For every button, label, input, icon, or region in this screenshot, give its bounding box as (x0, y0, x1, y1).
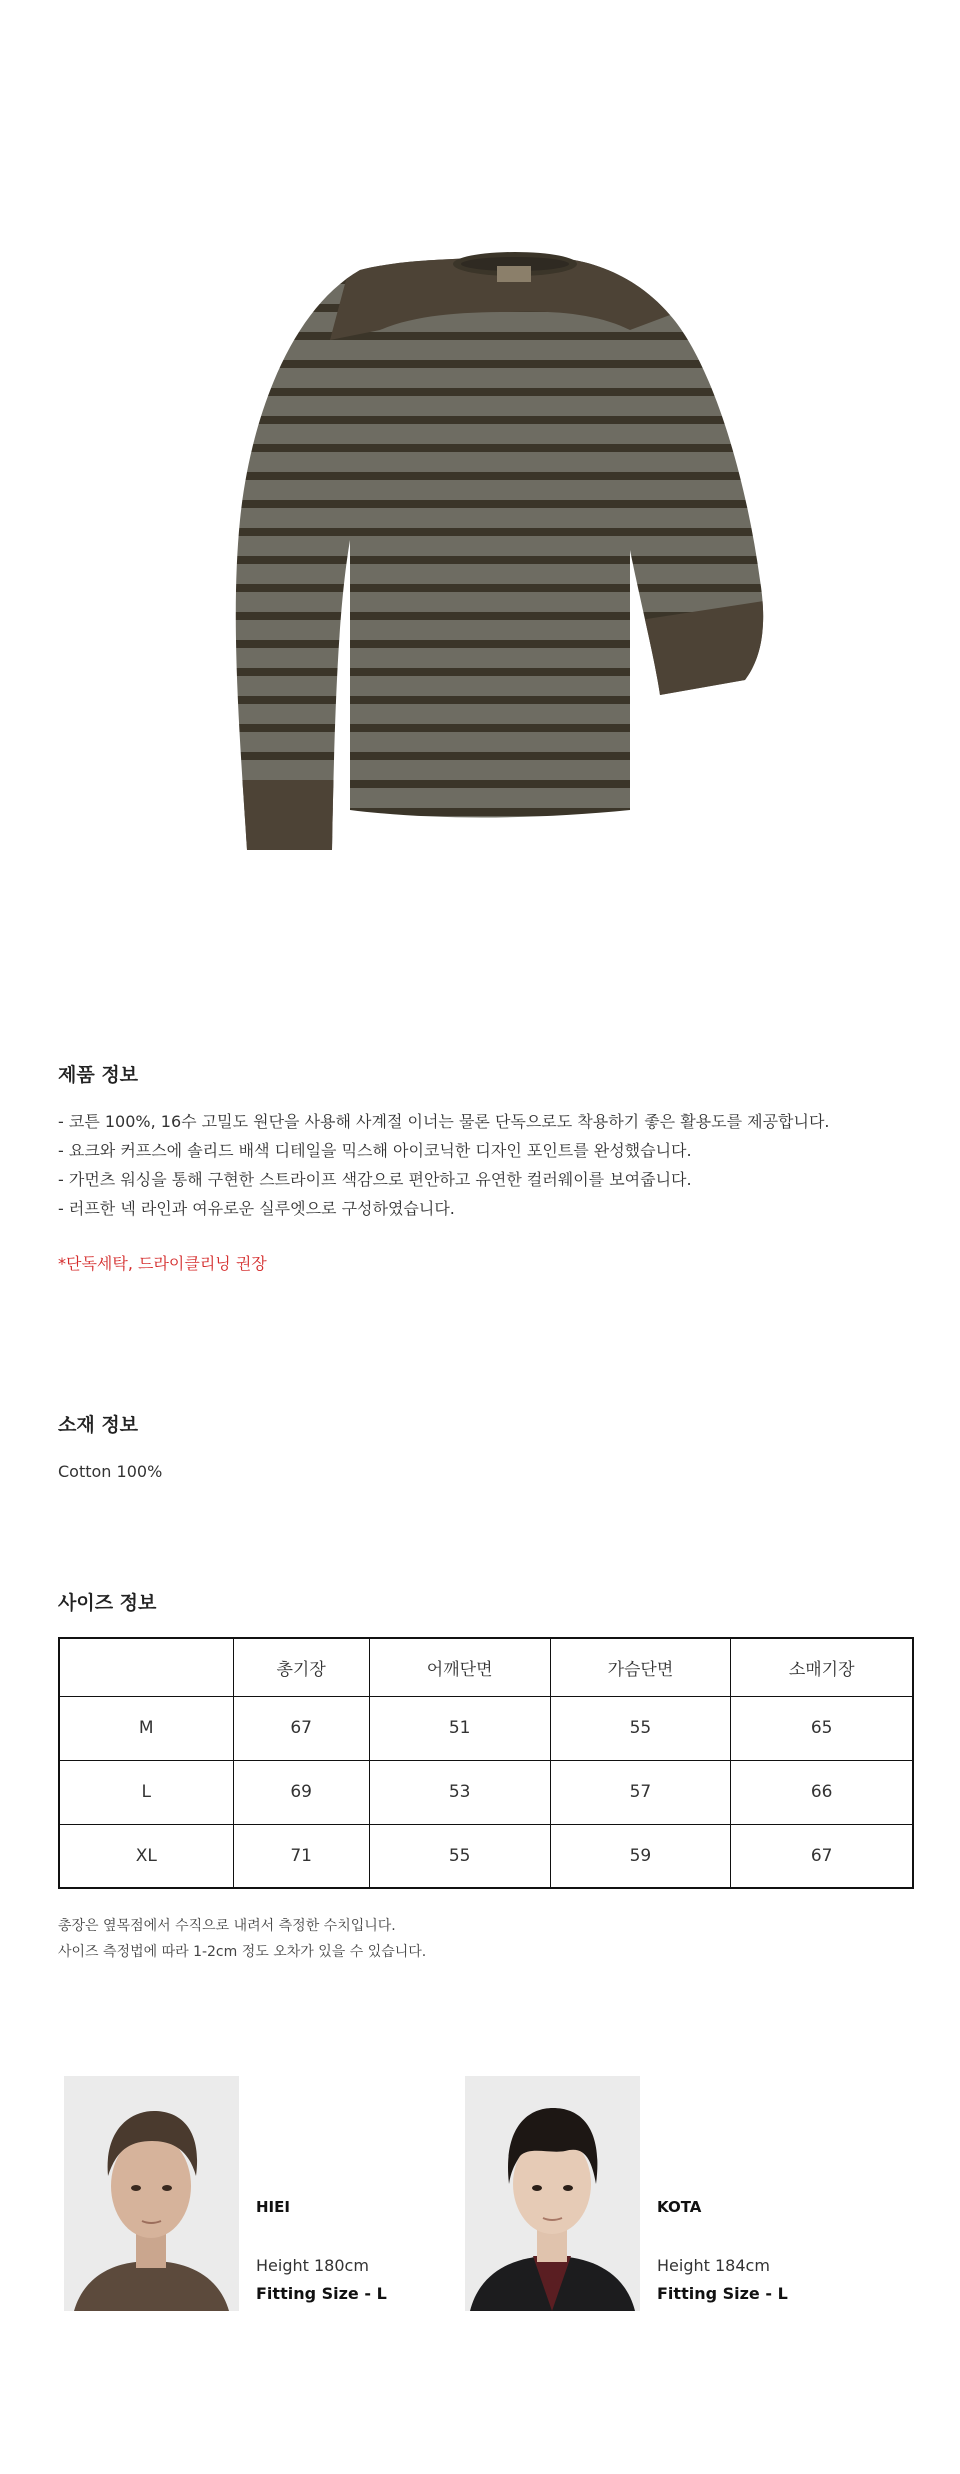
size-note: 사이즈 측정법에 따라 1-2cm 정도 오차가 있을 수 있습니다. (58, 1944, 427, 1960)
table-cell: 55 (550, 1696, 731, 1760)
product-info-title: 제품 정보 (58, 1064, 139, 1086)
size-note: 총장은 옆목점에서 수직으로 내려서 측정한 수치입니다. (58, 1918, 396, 1934)
table-row (59, 1696, 913, 1760)
model-card-kota (465, 2076, 845, 2303)
product-image (200, 220, 800, 920)
material-info-section (58, 1410, 918, 1486)
model-height: Height 184cm (657, 2256, 770, 2275)
size-info-section (58, 1588, 918, 1965)
table-row (59, 1824, 913, 1888)
table-cell: 65 (731, 1696, 913, 1760)
washing-notice: *단독세탁, 드라이클리닝 권장 (58, 1254, 267, 1273)
table-cell: 59 (550, 1824, 731, 1888)
table-header-cell: 총기장 (233, 1638, 369, 1696)
model-photo (64, 2076, 239, 2311)
table-cell: M (59, 1696, 233, 1760)
table-cell: 69 (233, 1760, 369, 1824)
table-row (59, 1760, 913, 1824)
size-notes (58, 1913, 918, 1965)
table-cell: L (59, 1760, 233, 1824)
table-header-cell (59, 1638, 233, 1696)
table-cell: 55 (369, 1824, 550, 1888)
table-cell: 53 (369, 1760, 550, 1824)
table-cell: 67 (731, 1824, 913, 1888)
size-table (58, 1637, 914, 1889)
product-info-section (58, 1060, 918, 1274)
description-item: - 요크와 커프스에 솔리드 배색 디테일을 믹스해 아이코닉한 디자인 포인트를 완성했습니다. (58, 1141, 692, 1160)
size-info-title: 사이즈 정보 (58, 1592, 157, 1614)
model-name: HIEI (256, 2198, 290, 2216)
model-photo (465, 2076, 640, 2311)
table-cell: 57 (550, 1760, 731, 1824)
material-info-title: 소재 정보 (58, 1414, 139, 1436)
description-item: - 가먼츠 워싱을 통해 구현한 스트라이프 색감으로 편안하고 유연한 컬러웨이를 보여줍니다. (58, 1170, 692, 1189)
model-card-hiei (64, 2076, 444, 2303)
table-cell: 66 (731, 1760, 913, 1824)
material-text: Cotton 100% (58, 1462, 163, 1481)
table-header-cell: 어깨단면 (369, 1638, 550, 1696)
description-item: - 러프한 넥 라인과 여유로운 실루엣으로 구성하였습니다. (58, 1199, 455, 1218)
model-fitting-size: Fitting Size - L (657, 2284, 788, 2303)
model-height: Height 180cm (256, 2256, 369, 2275)
description-item: - 코튼 100%, 16수 고밀도 원단을 사용해 사계절 이너는 물론 단독으로도 착용하기 좋은 활용도를 제공합니다. (58, 1112, 830, 1131)
model-name: KOTA (657, 2198, 702, 2216)
table-header-row (59, 1638, 913, 1696)
model-fitting-size: Fitting Size - L (256, 2284, 387, 2303)
table-header-cell: 가슴단면 (550, 1638, 731, 1696)
table-cell: 67 (233, 1696, 369, 1760)
table-header-cell: 소매기장 (731, 1638, 913, 1696)
product-description-list (58, 1107, 918, 1223)
striped-tee-illustration (200, 220, 800, 920)
table-cell: 51 (369, 1696, 550, 1760)
table-cell: 71 (233, 1824, 369, 1888)
table-cell: XL (59, 1824, 233, 1888)
